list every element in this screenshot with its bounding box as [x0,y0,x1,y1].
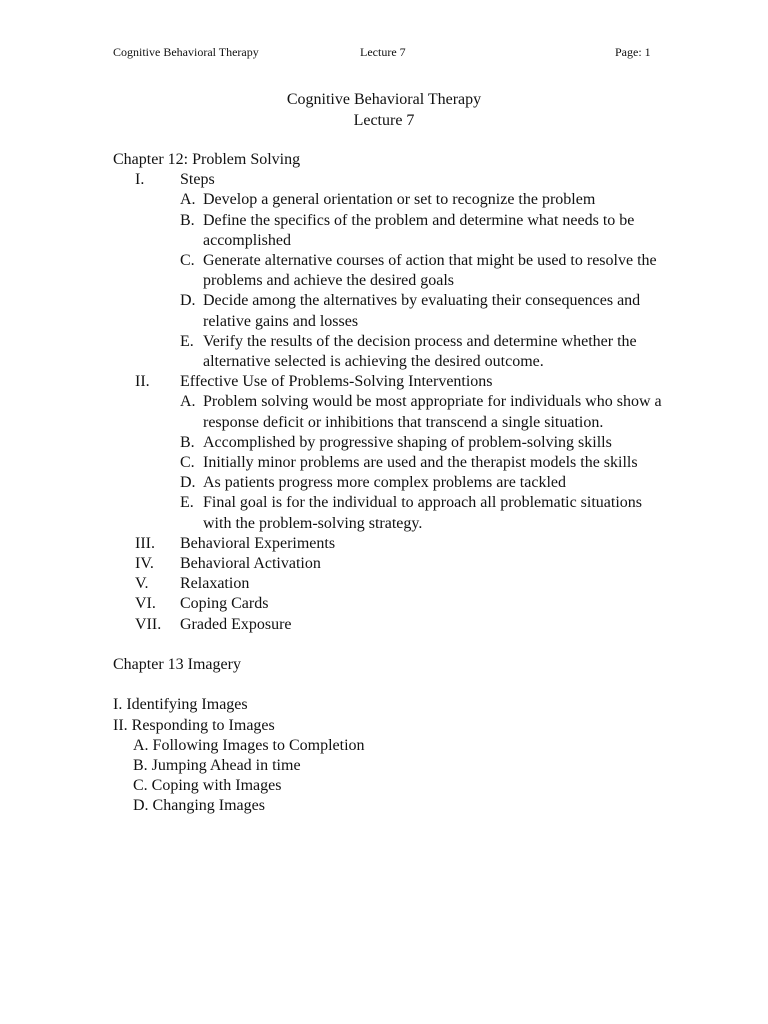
list-item [113,493,673,533]
document-body [113,150,673,817]
section-heading [113,594,673,614]
list-item [113,433,673,453]
list-item [113,473,673,493]
list-item-letter: E. [180,494,194,512]
section-heading [113,554,673,574]
section-title: Coping Cards [180,595,269,613]
list-item-text: Initially minor problems are used and the therapist models the skills [203,454,638,472]
list-item [113,211,673,251]
list-item [113,291,673,331]
list-item: B. Jumping Ahead in time [133,757,301,775]
list-item-letter: B. [180,211,195,229]
section-number: V. [135,575,149,593]
list-item-letter: C. [180,454,195,472]
section-title: Effective Use of Problems-Solving Interventions [180,373,493,391]
spacer [113,635,673,655]
list-item-text: Accomplished by progressive shaping of problem-solving skills [203,433,612,451]
list-item [113,190,673,210]
section-title: Behavioral Experiments [180,534,336,552]
list-item: D. Changing Images [133,797,265,815]
spacer [113,675,673,695]
section-heading [113,170,673,190]
list-item [113,251,673,291]
list-item: A. Following Images to Completion [133,736,365,754]
list-item-text: Decide among the alternatives by evaluating their consequences and relative gains and losses [203,292,641,330]
section-number: IV. [135,555,154,573]
list-item-text: As patients progress more complex problems are tackled [203,474,566,492]
list-item-text: Develop a general orientation or set to recognize the problem [203,191,596,209]
list-item: C. Coping with Images [133,777,282,795]
list-item-letter: B. [180,433,195,451]
list-item-text: Problem solving would be most appropriate for individuals who show a response deficit or inhibitions that transcend a single situation. [203,393,662,431]
section-title: Relaxation [180,575,250,593]
running-header-lecture: Lecture 7 [360,45,406,59]
list-item [113,332,673,372]
list-item: I. Identifying Images [113,696,248,714]
list-item-letter: D. [180,474,196,492]
section-number: I. [135,171,145,189]
section-heading [113,372,673,392]
section-heading [113,574,673,594]
list-item [113,453,673,473]
section-title: Graded Exposure [180,615,292,633]
list-item-text: Define the specifics of the problem and determine what needs to be accomplished [203,211,635,249]
document-subtitle: Lecture 7 [353,112,415,129]
list-item-text: Verify the results of the decision process and determine whether the alternative selected is achieving the desired outcome. [203,332,637,371]
section-title: Steps [180,171,215,189]
section-number: VII. [135,615,162,633]
section-number: VI. [135,595,156,613]
section-number: II. [135,373,150,391]
section-heading [113,534,673,554]
chapter-12-heading: Chapter 12: Problem Solving [113,151,301,168]
list-item-text: Generate alternative courses of action that might be used to resolve the problems and achieve the desired goals [203,252,657,290]
list-item: II. Responding to Images [113,716,275,734]
list-item-text: Final goal is for the individual to approach all problematic situations with the problem-solving strategy. [203,494,643,532]
running-header-page-number: Page: 1 [615,45,651,59]
section-number: III. [135,534,155,552]
list-item-letter: C. [180,252,195,270]
list-item-letter: D. [180,292,196,310]
document-title: Cognitive Behavioral Therapy [286,91,482,108]
list-item-letter: A. [180,191,196,209]
section-heading [113,615,673,635]
section-title: Behavioral Activation [180,555,321,573]
list-item-letter: A. [180,393,196,411]
list-item [113,392,673,432]
running-header-course: Cognitive Behavioral Therapy [113,45,259,59]
chapter-13-heading: Chapter 13 Imagery [113,656,241,674]
list-item-letter: E. [180,332,194,350]
